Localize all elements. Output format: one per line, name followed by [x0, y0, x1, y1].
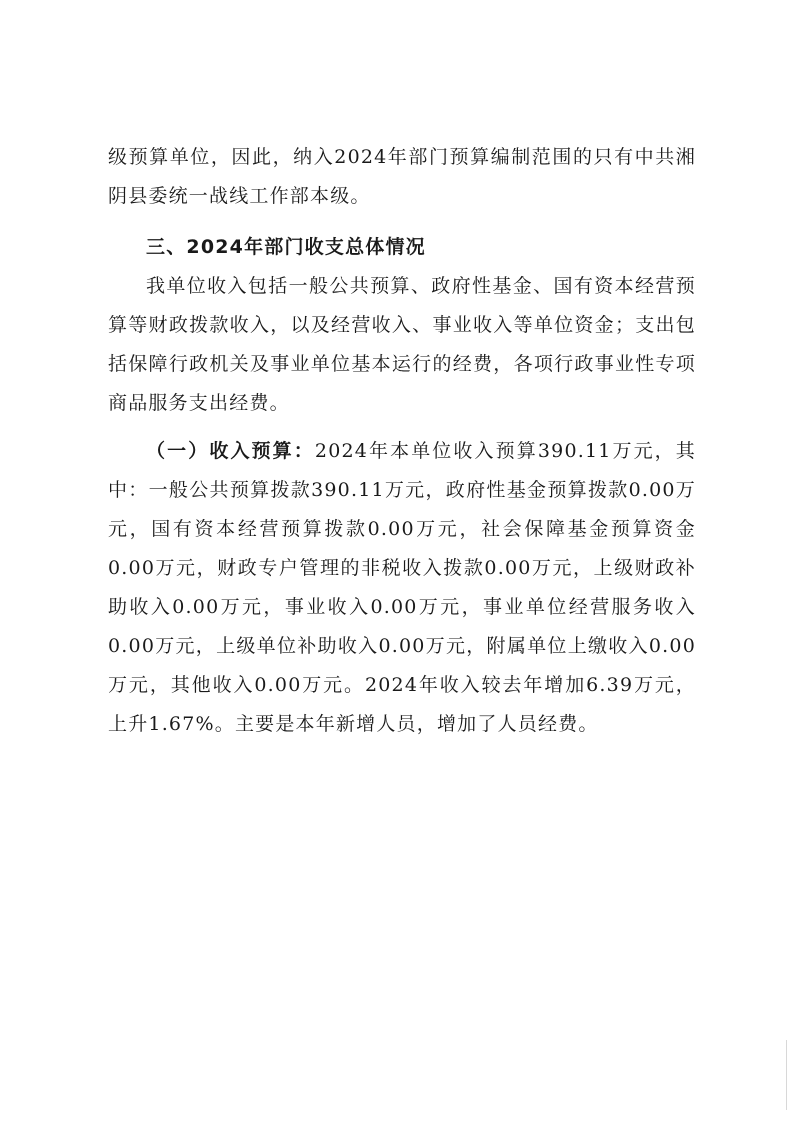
income-budget-body: 2024年本单位收入预算390.11万元，其中：一般公共预算拨款390.11万元，政府性基金预算拨款0.00万元，国有资本经营预算拨款0.00万元，社会保障基金预算资金0.00万元，财政专户管理的非税收入拨款0.00万元，上级财政补助收入0.00万元，事业收入0.00万元，事业单位经营服务收入0.00万元，上级单位补助收入0.00万元，附属单位上缴收入0.00万元，其他收入0.00万元。2024年收入较去年增加6.39万元，上升1.67%。主要是本年新增人员，增加了人员经费。 — [108, 440, 696, 735]
paragraph-budget-scope: 级预算单位，因此，纳入2024年部门预算编制范围的只有中共湘阴县委统一战线工作部本级。 — [108, 146, 696, 207]
paragraph-income-budget — [108, 432, 696, 744]
income-budget-lead: （一）收入预算： — [146, 440, 315, 462]
section-heading-3: 三、2024年部门收支总体情况 — [146, 236, 426, 258]
scan-edge-line — [786, 1040, 787, 1110]
paragraph-income-expense-overview: 我单位收入包括一般公共预算、政府性基金、国有资本经营预算等财政拨款收入，以及经营收入、事业收入等单位资金；支出包括保障行政机关及事业单位基本运行的经费，各项行政事业性专项商品服务支出经费。 — [108, 275, 696, 414]
